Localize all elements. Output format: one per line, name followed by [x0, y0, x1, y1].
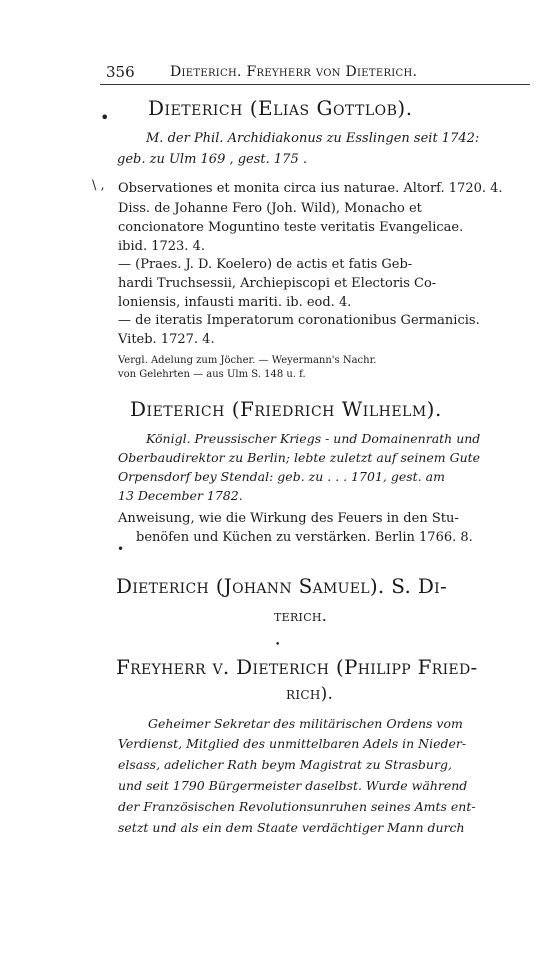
dot-mark-icon: •	[100, 108, 110, 127]
dot-mark-icon: •	[117, 542, 125, 556]
header-rule	[100, 84, 530, 85]
entry-heading: Dieterich (Elias Gottlob).	[148, 96, 413, 120]
entry-heading-continuation: terich.	[274, 606, 328, 625]
entry-bio-line: geb. zu Ulm 169 , gest. 175 .	[117, 152, 307, 167]
work-line: Anweisung, wie die Wirkung des Feuers in den Stu-	[118, 511, 459, 526]
work-line: — de iteratis Imperatorum coronationibus Germanicis.	[118, 313, 480, 328]
entry-bio-line: Königl. Preussischer Kriegs - und Domainenrath und	[146, 431, 481, 446]
work-line: Observationes et monita circa ius naturae. Altorf. 1720. 4.	[118, 181, 503, 196]
entry-bio-line: und seit 1790 Bürgermeister daselbst. Wurde während	[118, 778, 468, 793]
entry-bio-line: Oberbaudirektor zu Berlin; lebte zuletzt auf seinem Gute	[118, 450, 481, 465]
entry-bio-line: Orpensdorf bey Stendal: geb. zu . . . 1701, gest. am	[118, 469, 445, 484]
page-number: 356	[106, 63, 135, 81]
work-line: — (Praes. J. D. Koelero) de actis et fatis Geb-	[118, 257, 413, 272]
entry-heading: Dieterich (Johann Samuel). S. Di-	[116, 574, 448, 598]
margin-tick-icon: \ ,	[92, 178, 105, 193]
entry-bio-line: setzt und als ein dem Staate verdächtiger Mann durch	[118, 820, 465, 835]
work-line: concionatore Moguntino teste veritatis Evangelicae.	[118, 220, 464, 235]
entry-bio-line: Geheimer Sekretar des militärischen Ordens vom	[148, 716, 463, 731]
work-line: hardi Truchsessii, Archiepiscopi et Electoris Co-	[118, 276, 437, 291]
entry-bio-line: elsass, adelicher Rath beym Magistrat zu Strasburg,	[118, 757, 452, 772]
work-line: ibid. 1723. 4.	[118, 239, 205, 254]
dot-mark-icon: •	[275, 640, 281, 650]
entry-bio-line: 13 December 1782.	[118, 488, 243, 503]
entry-heading: Dieterich (Friedrich Wilhelm).	[130, 397, 442, 421]
work-line: loniensis, infausti mariti. ib. eod. 4.	[118, 295, 352, 310]
entry-bio-line: M. der Phil. Archidiakonus zu Esslingen seit 1742:	[146, 131, 480, 146]
reference-line: von Gelehrten — aus Ulm S. 148 u. f.	[118, 369, 306, 380]
entry-bio-line: der Französischen Revolutionsunruhen seines Amts ent-	[118, 799, 476, 814]
running-title: Dieterich. Freyherr von Dieterich.	[170, 64, 418, 80]
work-line: Viteb. 1727. 4.	[118, 332, 215, 347]
entry-heading-continuation: rich).	[286, 684, 334, 704]
reference-line: Vergl. Adelung zum Jöcher. — Weyermann's Nachr.	[118, 355, 377, 366]
work-line: benöfen und Küchen zu verstärken. Berlin 1766. 8.	[136, 530, 473, 545]
entry-heading: Freyherr v. Dieterich (Philipp Fried-	[116, 655, 478, 679]
entry-bio-line: Verdienst, Mitglied des unmittelbaren Adels in Nieder-	[118, 736, 467, 751]
work-line: Diss. de Johanne Fero (Joh. Wild), Monacho et	[118, 201, 422, 216]
